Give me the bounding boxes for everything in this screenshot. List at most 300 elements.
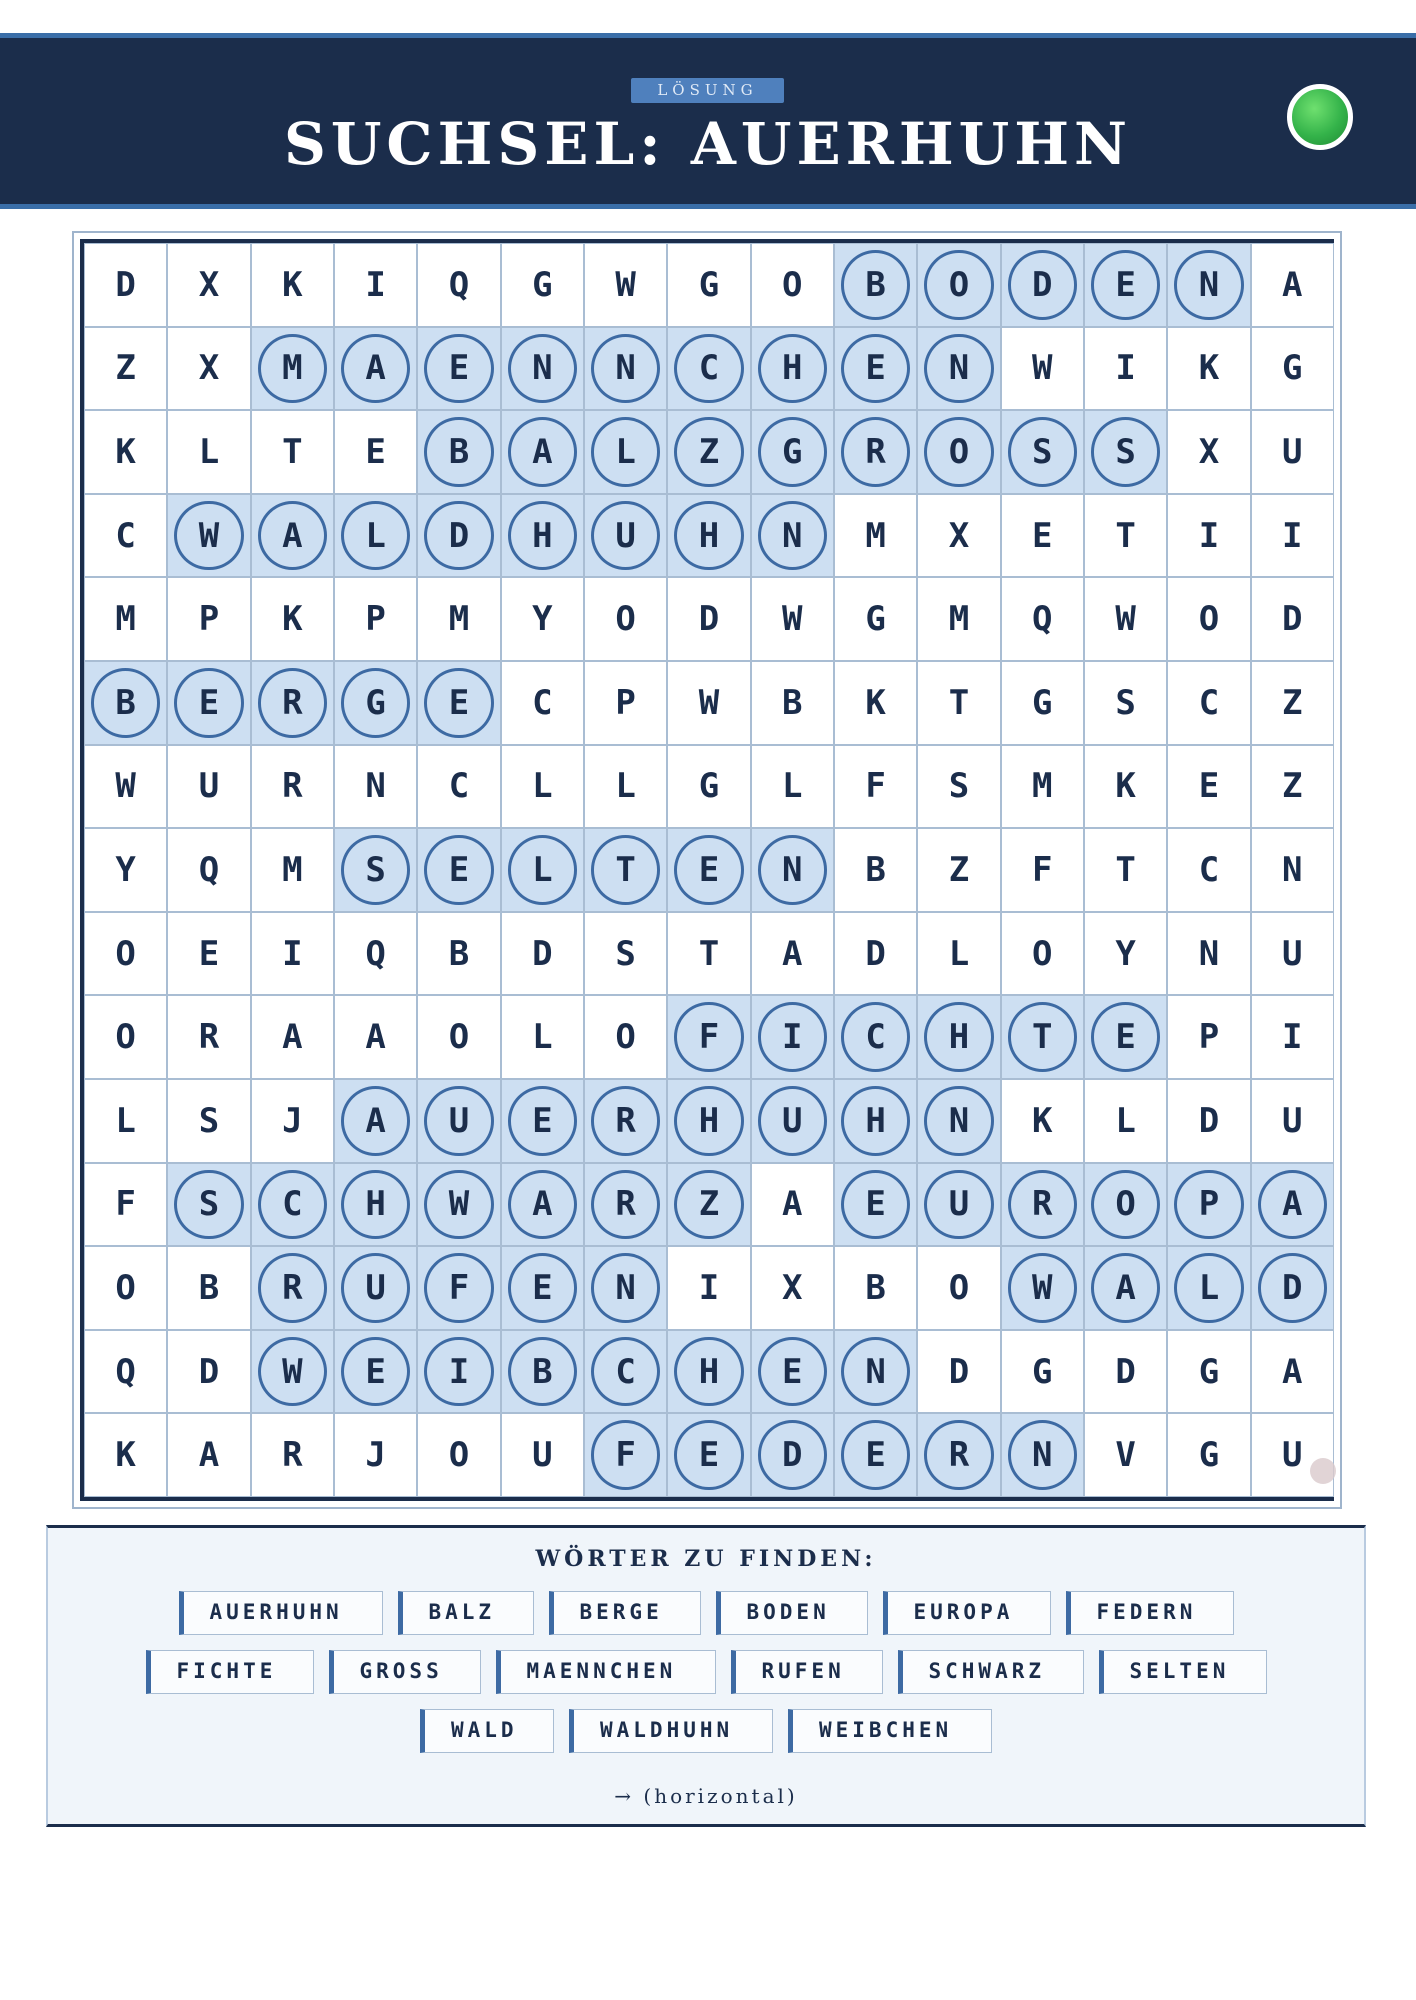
grid-letter: N <box>948 1100 970 1141</box>
grid-cell-found <box>1001 410 1084 494</box>
grid-letter: Y <box>532 599 553 640</box>
grid-cell-found <box>417 1079 500 1163</box>
grid-cell <box>167 1413 250 1497</box>
grid-letter: C <box>448 766 470 807</box>
grid-cell-found <box>917 1079 1000 1163</box>
grid-letter: R <box>282 1435 303 1476</box>
grid-cell <box>667 745 750 829</box>
grid-letter: N <box>615 1267 636 1308</box>
grid-letter: E <box>448 682 470 723</box>
grid-letter: E <box>365 1351 386 1392</box>
grid-letter: O <box>115 1017 136 1058</box>
grid-cell-found <box>251 1163 334 1247</box>
grid-letter: K <box>282 599 303 640</box>
grid-cell <box>834 828 917 912</box>
grid-letter: O <box>615 599 636 640</box>
grid-letter: L <box>1115 1100 1136 1141</box>
grid-cell-found <box>751 410 834 494</box>
grid-cell-found <box>1167 1246 1250 1330</box>
grid-letter: T <box>1115 849 1136 890</box>
grid-cell <box>667 1246 750 1330</box>
grid-cell-found <box>834 243 917 327</box>
grid-letter: T <box>615 849 636 890</box>
grid-letter: I <box>365 264 386 305</box>
grid-cell-found <box>334 1246 417 1330</box>
grid-cell-found <box>667 1330 750 1414</box>
grid-letter: U <box>615 515 636 556</box>
grid-letter: Q <box>198 849 220 890</box>
grid-letter: E <box>532 1267 553 1308</box>
grid-cell <box>584 661 667 745</box>
grid-cell <box>751 1246 834 1330</box>
grid-letter: E <box>1198 766 1220 807</box>
grid-letter: D <box>948 1351 970 1392</box>
word-chip: BODEN <box>716 1591 868 1635</box>
grid-cell-found <box>584 828 667 912</box>
grid-letter: G <box>532 264 553 305</box>
grid-letter: H <box>698 1351 720 1392</box>
grid-cell-found <box>251 1246 334 1330</box>
grid-letter: T <box>948 682 970 723</box>
grid-cell <box>667 912 750 996</box>
grid-cell-found <box>834 327 917 411</box>
grid-letter: U <box>448 1100 470 1141</box>
grid-cell-found <box>751 327 834 411</box>
grid-cell <box>84 577 167 661</box>
grid-cell <box>501 243 584 327</box>
grid-cell-found <box>751 1079 834 1163</box>
grid-cell-found <box>584 494 667 578</box>
grid-letter: F <box>865 766 886 807</box>
grid-letter: L <box>615 431 636 472</box>
grid-cell <box>1084 745 1167 829</box>
grid-letter: K <box>282 264 303 305</box>
grid-letter: R <box>1032 1184 1053 1225</box>
grid-letter: E <box>1115 264 1136 305</box>
grid-cell <box>1167 1413 1250 1497</box>
grid-letter: B <box>782 682 803 723</box>
grid-letter: C <box>1198 849 1220 890</box>
grid-letter: U <box>782 1100 803 1141</box>
word-chip: WALDHUHN <box>569 1709 773 1753</box>
grid-letter: H <box>698 1100 720 1141</box>
grid-cell-found <box>501 1163 584 1247</box>
grid-letter: E <box>1115 1017 1136 1058</box>
grid-letter: I <box>1282 515 1303 556</box>
grid-letter: J <box>282 1100 303 1141</box>
grid-letter: W <box>448 1184 470 1225</box>
grid-letter: O <box>448 1017 470 1058</box>
word-row-1 <box>48 1591 1364 1635</box>
grid-letter: G <box>365 682 386 723</box>
grid-letter: U <box>198 766 220 807</box>
grid-letter: M <box>282 348 303 389</box>
grid-cell <box>84 828 167 912</box>
grid-cell-found <box>251 1330 334 1414</box>
grid-cell <box>417 912 500 996</box>
grid-cell <box>1001 1330 1084 1414</box>
grid-cell-found <box>167 661 250 745</box>
grid-cell <box>334 1413 417 1497</box>
grid-letter: P <box>615 682 636 723</box>
grid-letter: A <box>782 1184 803 1225</box>
grid-letter: L <box>532 766 553 807</box>
grid-letter: D <box>1115 1351 1136 1392</box>
grid-letter: E <box>865 348 886 389</box>
grid-letter: S <box>1032 431 1053 472</box>
grid-cell-found <box>501 1330 584 1414</box>
grid-letter: X <box>198 264 220 305</box>
grid-cell <box>334 745 417 829</box>
grid-cell-found <box>834 1163 917 1247</box>
grid-letter: K <box>115 1435 136 1476</box>
grid-letter: E <box>365 431 386 472</box>
grid-letter: Q <box>1032 599 1053 640</box>
grid-letter: X <box>782 1267 803 1308</box>
grid-cell-found <box>167 494 250 578</box>
grid-cell <box>84 1330 167 1414</box>
grid-letter: G <box>1282 348 1303 389</box>
grid-letter: Z <box>115 348 136 389</box>
grid-letter: A <box>1282 1351 1303 1392</box>
word-row-2 <box>48 1650 1364 1694</box>
grid-letter: D <box>865 933 886 974</box>
grid-cell <box>501 1413 584 1497</box>
grid-cell <box>584 995 667 1079</box>
grid-letter: L <box>532 849 553 890</box>
grid-cell-found <box>751 494 834 578</box>
grid-cell <box>751 745 834 829</box>
grid-letter: B <box>448 431 470 472</box>
grid-letter: E <box>448 348 470 389</box>
grid-cell <box>84 1079 167 1163</box>
grid-letter: M <box>282 849 303 890</box>
grid-letter: G <box>1032 682 1053 723</box>
grid-letter: N <box>782 515 803 556</box>
grid-cell-found <box>834 410 917 494</box>
grid-letter: L <box>365 515 386 556</box>
grid-cell <box>1251 1413 1334 1497</box>
grid-letter: X <box>1198 431 1220 472</box>
grid-cell-found <box>751 828 834 912</box>
grid-letter: Z <box>698 1184 720 1225</box>
grid-letter: S <box>1115 682 1136 723</box>
grid-letter: E <box>865 1184 886 1225</box>
word-list-title: WÖRTER ZU FINDEN: <box>535 1546 877 1572</box>
grid-cell-found <box>501 1079 584 1163</box>
grid-cell <box>667 577 750 661</box>
grid-letter: L <box>948 933 970 974</box>
grid-cell <box>251 1079 334 1163</box>
grid-letter: K <box>865 682 886 723</box>
grid-cell <box>251 828 334 912</box>
grid-letter: S <box>1115 431 1136 472</box>
grid-cell-found <box>1001 1413 1084 1497</box>
grid-letter: N <box>1198 933 1220 974</box>
grid-letter: P <box>1198 1184 1220 1225</box>
grid-cell <box>167 327 250 411</box>
grid-cell <box>167 828 250 912</box>
grid-cell-found <box>251 327 334 411</box>
grid-letter: G <box>1198 1351 1220 1392</box>
grid-cell <box>167 243 250 327</box>
grid-letter: M <box>1032 766 1053 807</box>
grid-cell-found <box>1167 243 1250 327</box>
grid-cell-found <box>1084 1246 1167 1330</box>
grid-cell-found <box>667 1413 750 1497</box>
grid-letter: N <box>1032 1435 1053 1476</box>
grid-letter: R <box>615 1100 636 1141</box>
grid-cell-found <box>751 1330 834 1414</box>
grid-letter: D <box>782 1435 803 1476</box>
grid-cell-found <box>417 1330 500 1414</box>
grid-letter: A <box>1282 1184 1303 1225</box>
grid-cell <box>917 661 1000 745</box>
grid-cell-found <box>917 327 1000 411</box>
grid-cell-found <box>667 410 750 494</box>
grid-letter: K <box>115 431 136 472</box>
word-chip: FICHTE <box>146 1650 314 1694</box>
grid-cell-found <box>584 1079 667 1163</box>
grid-letter: A <box>365 1017 386 1058</box>
grid-cell-found <box>667 1163 750 1247</box>
grid-cell-found <box>417 327 500 411</box>
grid-cell <box>751 577 834 661</box>
grid-letter: F <box>115 1184 136 1225</box>
grid-letter: S <box>365 849 386 890</box>
grid-cell-found <box>667 494 750 578</box>
grid-letter: C <box>615 1351 636 1392</box>
grid-cell-found <box>1251 1246 1334 1330</box>
grid-cell <box>84 745 167 829</box>
grid-cell <box>167 1246 250 1330</box>
grid-letter: Q <box>115 1351 136 1392</box>
grid-letter: T <box>282 431 303 472</box>
grid-cell-found <box>667 828 750 912</box>
grid-letter: O <box>1115 1184 1136 1225</box>
word-chip: EUROPA <box>883 1591 1051 1635</box>
grid-letter: R <box>615 1184 636 1225</box>
grid-letter: E <box>698 849 720 890</box>
grid-cell <box>917 912 1000 996</box>
grid-letter: H <box>865 1100 886 1141</box>
grid-letter: S <box>198 1184 220 1225</box>
grid-letter: N <box>532 348 553 389</box>
grid-letter: A <box>532 431 553 472</box>
grid-cell-found <box>334 661 417 745</box>
grid-letter: I <box>448 1351 470 1392</box>
grid-letter: X <box>948 515 970 556</box>
grid-cell <box>251 577 334 661</box>
grid-cell <box>1001 828 1084 912</box>
word-chip: WEIBCHEN <box>788 1709 992 1753</box>
word-chip: SCHWARZ <box>898 1650 1084 1694</box>
grid-cell-found <box>1001 243 1084 327</box>
grid-letter: B <box>198 1267 220 1308</box>
grid-cell <box>1001 912 1084 996</box>
grid-letter: A <box>1115 1267 1136 1308</box>
grid-letter: I <box>782 1017 803 1058</box>
grid-cell-found <box>1084 243 1167 327</box>
grid-letter: M <box>448 599 470 640</box>
grid-cell-found <box>834 1079 917 1163</box>
grid-letter: E <box>532 1100 553 1141</box>
grid-letter: D <box>1282 1267 1303 1308</box>
grid-letter: C <box>282 1184 303 1225</box>
grid-cell <box>84 1413 167 1497</box>
grid-letter: Z <box>1282 682 1303 723</box>
grid-letter: W <box>115 766 136 807</box>
grid-letter: N <box>365 766 386 807</box>
grid-cell <box>84 912 167 996</box>
grid-cell-found <box>917 243 1000 327</box>
grid-letter: T <box>1115 515 1136 556</box>
grid-cell-found <box>251 494 334 578</box>
grid-cell <box>1084 1079 1167 1163</box>
grid-cell <box>1001 1079 1084 1163</box>
grid-letter: D <box>448 515 470 556</box>
grid-cell-found <box>917 1163 1000 1247</box>
grid-cell-found <box>417 494 500 578</box>
grid-letter: I <box>1198 515 1220 556</box>
grid-cell <box>834 745 917 829</box>
grid-cell <box>1001 577 1084 661</box>
grid-cell-found <box>417 661 500 745</box>
grid-letter: I <box>1282 1017 1303 1058</box>
grid-cell <box>417 577 500 661</box>
grid-letter: I <box>1115 348 1136 389</box>
grid-letter: D <box>115 264 136 305</box>
grid-letter: Z <box>698 431 720 472</box>
grid-letter: V <box>1115 1435 1136 1476</box>
grid-cell <box>1084 1413 1167 1497</box>
status-indicator-icon <box>1287 84 1353 150</box>
grid-cell <box>584 745 667 829</box>
grid-letter: A <box>782 933 803 974</box>
grid-cell <box>417 1413 500 1497</box>
grid-cell <box>1251 745 1334 829</box>
grid-cell <box>1251 995 1334 1079</box>
grid-cell <box>1251 327 1334 411</box>
grid-letter: A <box>198 1435 220 1476</box>
grid-cell-found <box>1001 1246 1084 1330</box>
grid-cell <box>834 494 917 578</box>
grid-cell-found <box>667 995 750 1079</box>
grid-letter: H <box>532 515 553 556</box>
grid-letter: B <box>865 264 886 305</box>
grid-letter: W <box>198 515 220 556</box>
grid-cell <box>251 912 334 996</box>
grid-cell <box>834 577 917 661</box>
grid-cell <box>584 912 667 996</box>
grid-letter: D <box>698 599 720 640</box>
grid-cell <box>667 243 750 327</box>
grid-cell-found <box>334 1079 417 1163</box>
grid-cell <box>1251 912 1334 996</box>
grid-cell-found <box>417 1163 500 1247</box>
grid-letter: S <box>948 766 970 807</box>
word-chip: RUFEN <box>731 1650 883 1694</box>
grid-cell <box>1251 243 1334 327</box>
grid-cell <box>1167 577 1250 661</box>
grid-cell-found <box>251 661 334 745</box>
grid-letter: D <box>1282 599 1303 640</box>
grid-letter: O <box>782 264 803 305</box>
grid-cell <box>501 912 584 996</box>
grid-letter: G <box>1198 1435 1220 1476</box>
grid-cell <box>501 661 584 745</box>
grid-cell <box>917 828 1000 912</box>
grid-letter: W <box>615 264 636 305</box>
grid-cell <box>417 995 500 1079</box>
grid-cell <box>334 243 417 327</box>
grid-cell <box>334 995 417 1079</box>
grid-letter: T <box>698 933 720 974</box>
grid-cell <box>1084 577 1167 661</box>
grid-letter: R <box>282 766 303 807</box>
grid-letter: R <box>198 1017 220 1058</box>
grid-letter: B <box>115 682 136 723</box>
grid-cell <box>917 1246 1000 1330</box>
grid-cell <box>1167 912 1250 996</box>
grid-cell <box>751 912 834 996</box>
grid-cell <box>251 243 334 327</box>
grid-cell-found <box>334 1330 417 1414</box>
grid-cell-found <box>917 995 1000 1079</box>
word-chip: AUERHUHN <box>179 1591 383 1635</box>
grid-cell <box>501 577 584 661</box>
letter-grid <box>80 239 1334 1501</box>
grid-letter: N <box>782 849 803 890</box>
grid-letter: O <box>115 1267 136 1308</box>
grid-letter: N <box>615 348 636 389</box>
word-row-3 <box>48 1709 1364 1753</box>
grid-letter: L <box>615 766 636 807</box>
grid-cell <box>1251 577 1334 661</box>
grid-letter: I <box>698 1267 720 1308</box>
grid-letter: N <box>948 348 970 389</box>
page-title: SUCHSEL: AUERHUHN <box>283 110 1133 178</box>
grid-cell-found <box>917 1413 1000 1497</box>
grid-cell <box>251 995 334 1079</box>
grid-letter: H <box>365 1184 386 1225</box>
grid-cell <box>251 1413 334 1497</box>
grid-letter: F <box>698 1017 720 1058</box>
grid-cell <box>1001 661 1084 745</box>
grid-cell-found <box>584 1246 667 1330</box>
grid-cell <box>334 912 417 996</box>
grid-letter: S <box>615 933 636 974</box>
grid-cell <box>501 995 584 1079</box>
header-banner <box>0 33 1416 209</box>
grid-cell <box>584 577 667 661</box>
grid-cell <box>751 661 834 745</box>
grid-cell <box>1167 745 1250 829</box>
grid-letter: U <box>1282 933 1303 974</box>
grid-letter: F <box>1032 849 1053 890</box>
grid-cell-found <box>1001 995 1084 1079</box>
grid-letter: C <box>1198 682 1220 723</box>
word-chip: BALZ <box>398 1591 534 1635</box>
grid-letter: W <box>282 1351 303 1392</box>
grid-letter: R <box>948 1435 970 1476</box>
grid-cell <box>834 661 917 745</box>
grid-cell <box>1251 661 1334 745</box>
grid-cell <box>917 494 1000 578</box>
grid-letter: X <box>198 348 220 389</box>
grid-letter: N <box>1198 264 1220 305</box>
grid-letter: F <box>448 1267 470 1308</box>
